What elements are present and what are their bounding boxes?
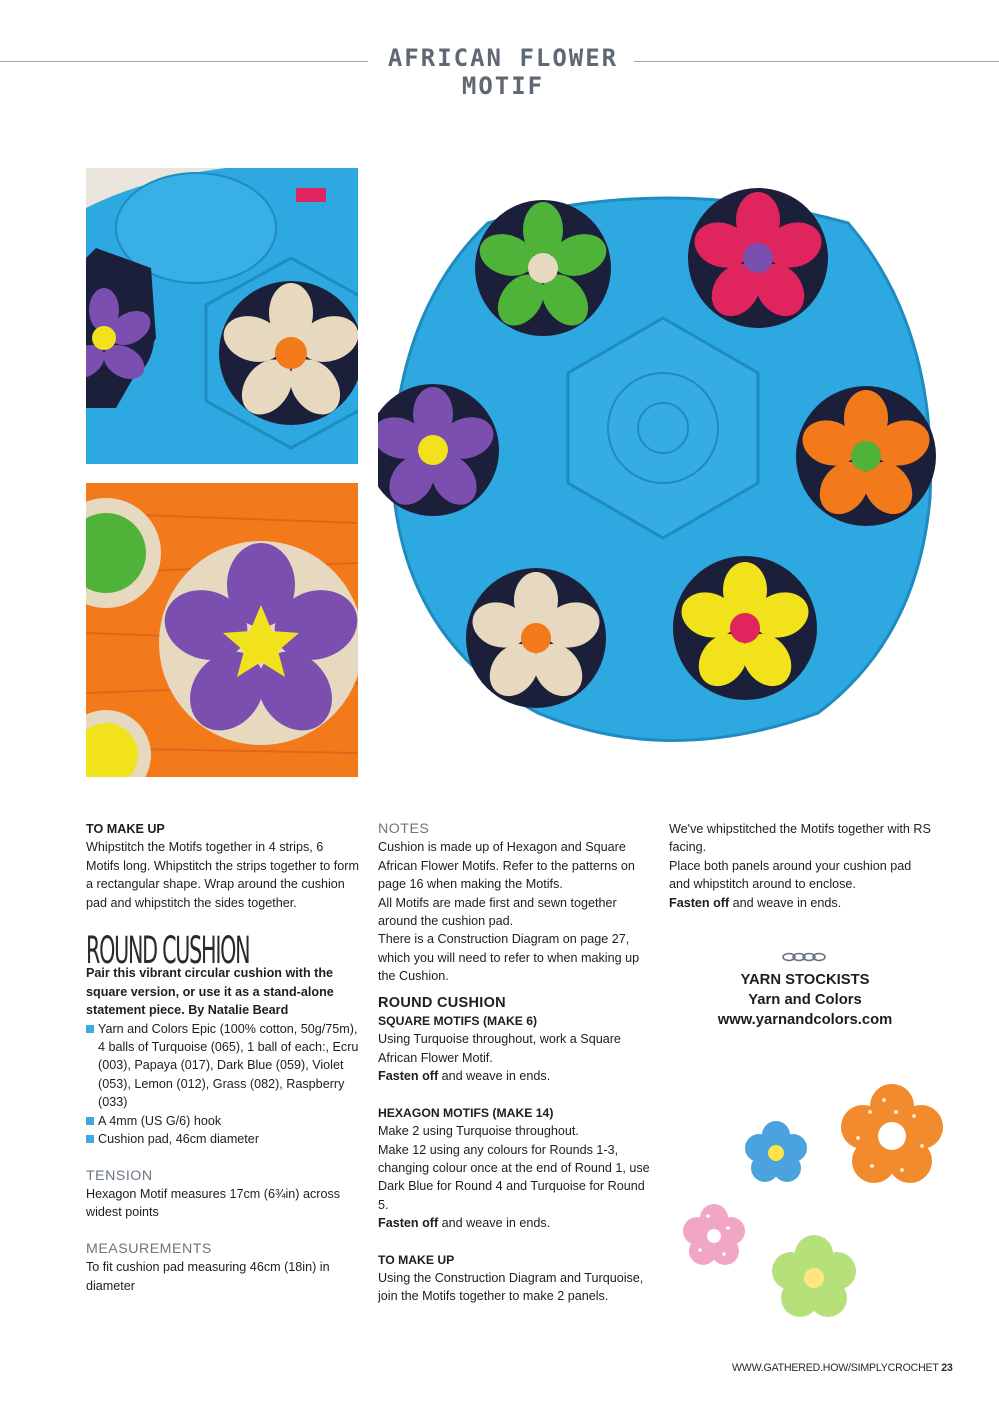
page-number: 23 bbox=[941, 1362, 953, 1374]
round-cushion-heading: ROUND CUSHION bbox=[378, 994, 506, 1011]
green-flower-icon bbox=[772, 1235, 856, 1317]
panels-note: Place both panels around your cushion pad and whipstitch around to enclose. bbox=[669, 858, 912, 892]
notes-text: There is a Construction Diagram on page 27, which you will need to refer to when making up the Cushion. bbox=[378, 932, 640, 984]
fasten-off-text: Fasten off and weave in ends. bbox=[378, 1069, 551, 1084]
yarn-stockists bbox=[690, 970, 920, 1030]
tension-heading: TENSION bbox=[86, 1167, 153, 1184]
square-motifs-text: Using Turquoise throughout, work a Square African Flower Motif. bbox=[378, 1032, 621, 1065]
square-motifs-heading: SQUARE MOTIFS (MAKE 6) bbox=[378, 1014, 538, 1029]
make-up-text: Using the Construction Diagram and Turquoise, join the Motifs together to make 2 panels. bbox=[378, 1270, 644, 1304]
hexagon-motifs-heading: HEXAGON MOTIFS (MAKE 14) bbox=[378, 1105, 554, 1120]
list-item: Cushion pad, 46cm diameter bbox=[86, 1130, 360, 1148]
header-rule-right bbox=[634, 61, 999, 62]
hexagon-motifs-text: Make 2 using Turquoise throughout. bbox=[378, 1124, 579, 1139]
intro-text: Pair this vibrant circular cushion with the square version, or use it as a stand-alone statement piece. By Natalie Beard bbox=[86, 966, 334, 1018]
make-up-text: Whipstitch the Motifs together in 4 strips, 6 Motifs long. Whipstitch the strips together to form a rectangular shape. Wrap around the cushion pad and whipstitch the sides together. bbox=[86, 840, 359, 910]
measurements-heading: MEASUREMENTS bbox=[86, 1240, 212, 1257]
make-up-heading: TO MAKE UP bbox=[86, 822, 165, 836]
tension-text: Hexagon Motif measures 17cm (6¾in) across widest points bbox=[86, 1186, 341, 1220]
notes-heading: NOTES bbox=[378, 821, 430, 837]
middle-column bbox=[378, 820, 654, 1306]
fasten-off-text: Fasten off and weave in ends. bbox=[378, 1216, 551, 1231]
footer bbox=[732, 1362, 953, 1374]
right-column bbox=[669, 820, 933, 912]
measurements-text: To fit cushion pad measuring 46cm (18in) in diameter bbox=[86, 1260, 330, 1293]
notes-text: Cushion is made up of Hexagon and Square African Flower Motifs. Refer to the patterns on page 16 when making the Motifs. bbox=[378, 840, 635, 892]
photo-violet-flower-closeup bbox=[86, 483, 358, 777]
header-rule-left bbox=[0, 61, 368, 62]
pink-flower-icon bbox=[683, 1204, 745, 1265]
make-up-heading: TO MAKE UP bbox=[378, 1252, 455, 1267]
fasten-off-text: Fasten off and weave in ends. bbox=[669, 895, 842, 910]
stockists-name: Yarn and Colors bbox=[748, 992, 862, 1008]
page-title: AFRICAN FLOWER MOTIF bbox=[387, 44, 619, 100]
whipstitch-note: We've whipstitched the Motifs together with RS facing. bbox=[669, 822, 931, 855]
footer-url: WWW.GATHERED.HOW/SIMPLYCROCHET bbox=[732, 1362, 939, 1374]
photo-round-cushion bbox=[378, 168, 956, 750]
stockists-url: www.yarnandcolors.com bbox=[717, 1012, 893, 1028]
round-cushion-title: ROUND CUSHION bbox=[86, 929, 250, 973]
decorative-flowers bbox=[680, 1080, 950, 1325]
chain-ornament-icon bbox=[782, 950, 830, 962]
materials-list bbox=[86, 1020, 360, 1149]
blue-flower-icon bbox=[745, 1121, 807, 1182]
stockists-title: YARN STOCKISTS bbox=[740, 972, 870, 988]
left-column bbox=[86, 820, 360, 1295]
photo-cushion-closeup bbox=[86, 168, 358, 464]
orange-flower-icon bbox=[841, 1084, 943, 1183]
list-item: Yarn and Colors Epic (100% cotton, 50g/75m), 4 balls of Turquoise (065), 1 ball of each:, Ecru (003), Papaya (017), Dark Blue (059), Violet (053), Lemon (012), Grass (082), Raspberry (033) bbox=[86, 1020, 360, 1112]
hexagon-motifs-text: Make 12 using any colours for Rounds 1-3, changing colour once at the end of Round 1, use Dark Blue for Round 4 and Turquoise for Round 5. bbox=[378, 1142, 650, 1212]
list-item: A 4mm (US G/6) hook bbox=[86, 1112, 360, 1130]
notes-text: All Motifs are made first and sewn together around the cushion pad. bbox=[378, 895, 617, 929]
